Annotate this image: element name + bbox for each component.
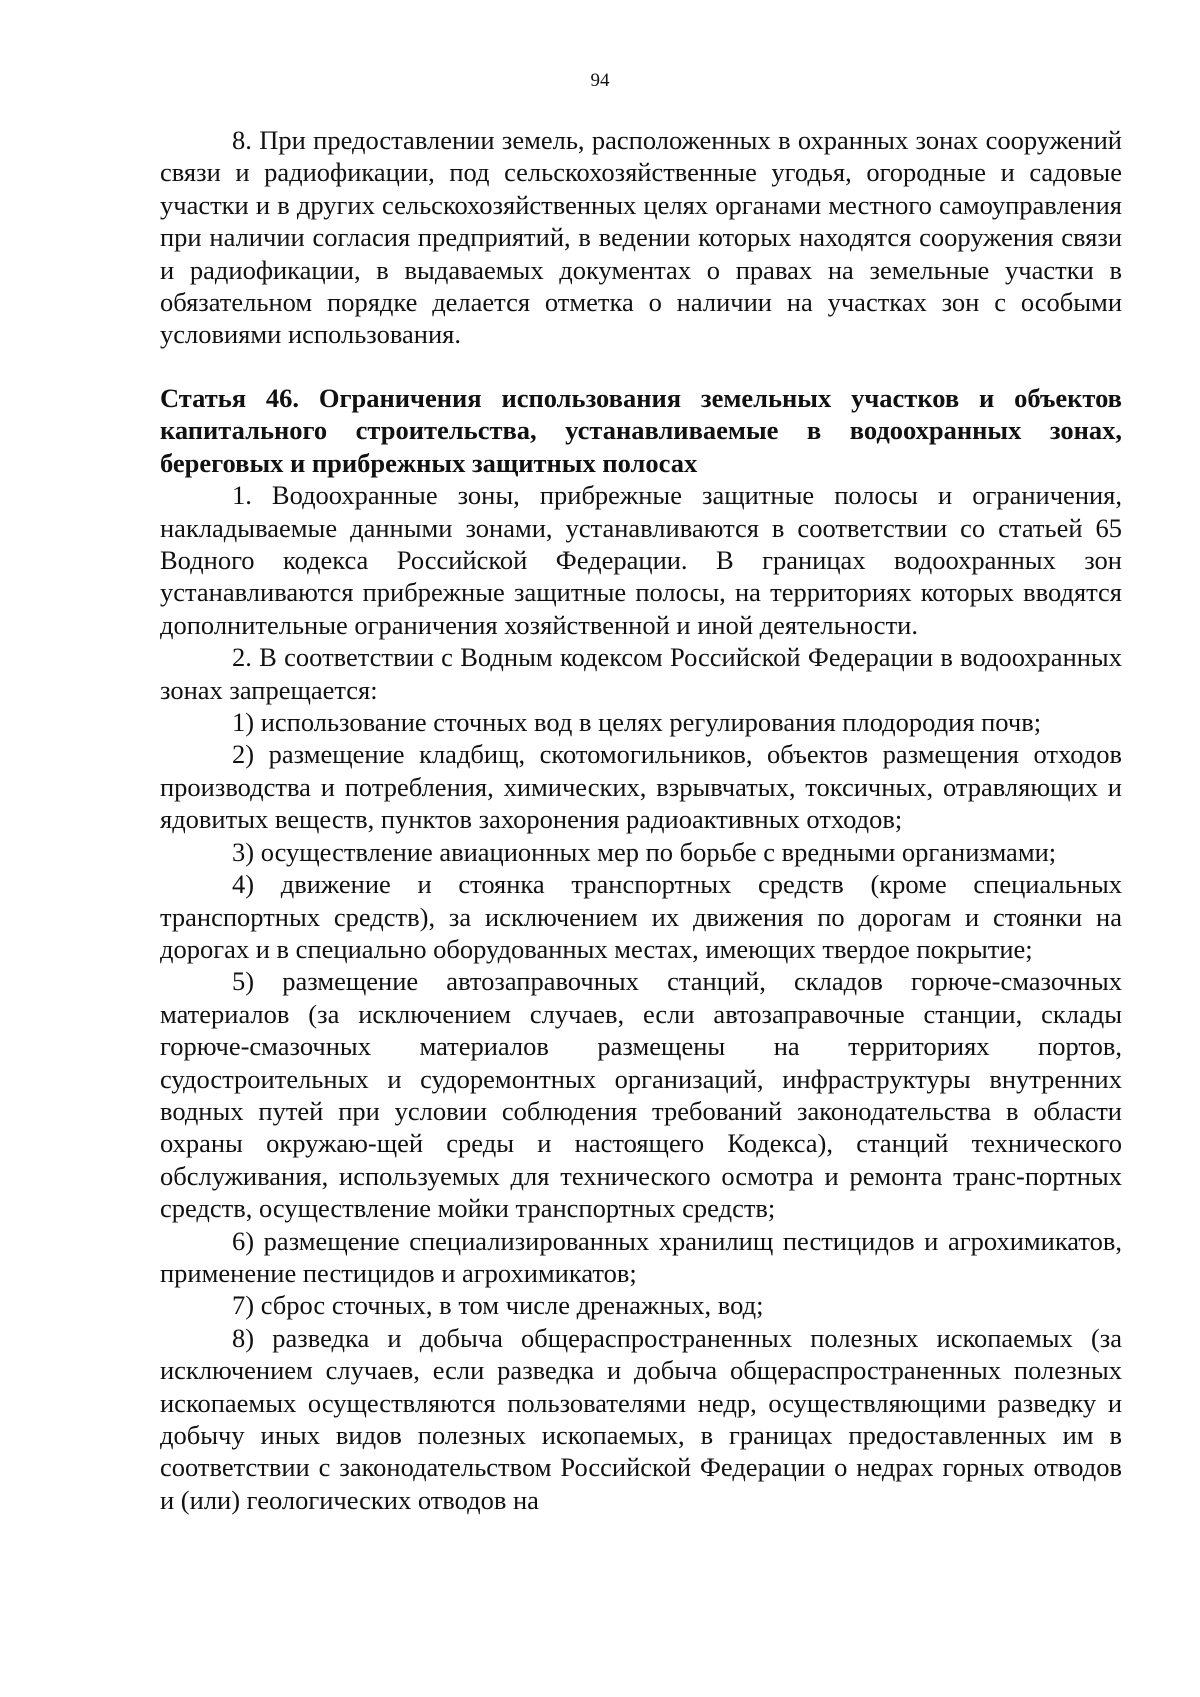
list-item: 3) осуществление авиационных мер по борьбе с вредными организмами; (232, 836, 1057, 867)
article-paragraph: 2. В соответствии с Водным кодексом Российской Федерации в водоохранных зонах запрещается: (160, 642, 1122, 705)
article-46-block (160, 382, 1122, 1516)
article-paragraph: 1. Водоохранные зоны, прибрежные защитные полосы и ограничения, накладываемые данными зонами, устанавливаются в соответствии со статьей 65 Водного кодекса Российской Федерации. В границах водоохранных зон устанавливаются прибрежные защитные полосы, на территориях которых вводятся дополнительные ограничения хозяйственной и иной деятельности. (160, 480, 1122, 640)
paragraph-item-8-communications: 8. При предоставлении земель, расположенных в охранных зонах сооружений связи и радиофикации, под сельскохозяйственные угодья, огородные и садовые участки и в других сельскохозяйственных целях органами местного самоуправления при наличии согласия предприятий, в ведении которых находятся сооружения связи и радиофикации, в выдаваемых документах о правах на земельные участки в обязательном порядке делается отметка о наличии на участках зон с особыми условиями использования. (160, 125, 1122, 350)
list-item: 5) размещение автозаправочных станций, складов горюче-смазочных материалов (за исключением случаев, если автозаправочные станции, склады горюче-смазочных материалов размещены на территориях портов, судостроительных и судоремонтных организаций, инфраструктуры внутренних водных путей при условии соблюдения требований законодательства в области охраны окружаю-щей среды и настоящего Кодекса), станций технического обслуживания, используемых для технического осмотра и ремонта транс-портных средств, осуществление мойки транспортных средств; (160, 966, 1122, 1224)
article-heading: Статья 46. Ограничения использования земельных участков и объектов капитального строительства, устанавливаемые в водоохранных зонах, береговых и прибрежных защитных полосах (160, 383, 1122, 478)
list-item: 6) размещение специализированных хранилищ пестицидов и агрохимикатов, применение пестицидов и агрохимикатов; (160, 1225, 1122, 1288)
list-item: 2) размещение кладбищ, скотомогильников, объектов размещения отходов производства и потребления, химических, взрывчатых, токсичных, отравляющих и ядовитых веществ, пунктов захоронения радиоактивных отходов; (160, 739, 1122, 835)
list-item: 1) использование сточных вод в целях регулирования плодородия почв; (232, 707, 1042, 738)
top-text-block (160, 124, 1122, 351)
list-item: 8) разведка и добыча общераспространенных полезных ископаемых (за исключением случаев, если разведка и добыча общераспространенных полезных ископаемых осуществляются пользователями недр, осуществляющими разведку и добычу иных видов полезных ископаемых, в границах предоставленных им в соответствии с законодательством Российской Федерации о недрах горных отводов и (или) геологических отводов на (160, 1322, 1122, 1515)
list-item: 4) движение и стоянка транспортных средств (кроме специальных транспортных средств), за исключением их движения по дорогам и стоянки на дорогах и в специально оборудованных местах, имеющих твердое покрытие; (160, 869, 1122, 964)
page-number: 94 (590, 70, 610, 91)
list-item: 7) сброс сточных, в том числе дренажных, вод; (232, 1290, 764, 1321)
